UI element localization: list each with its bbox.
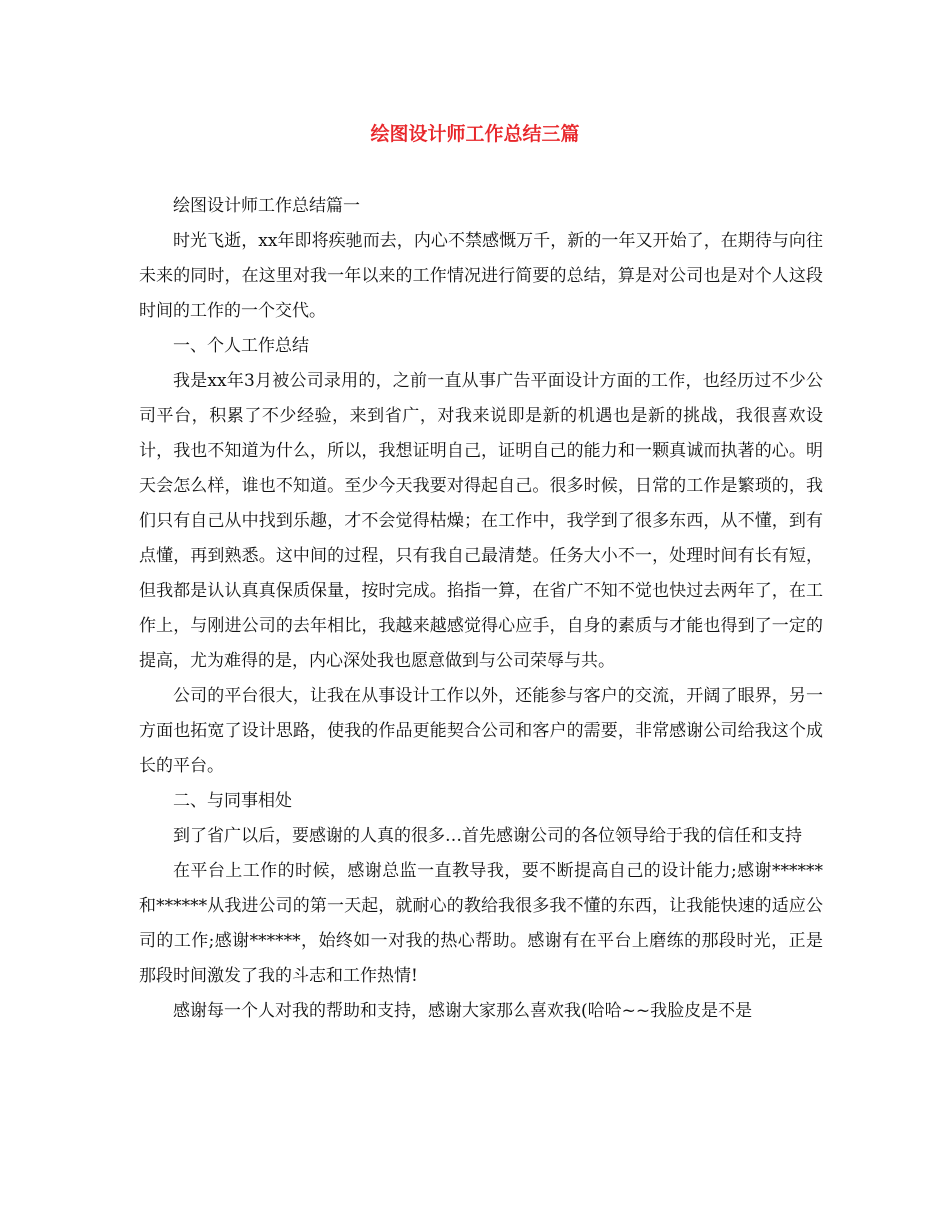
paragraph: 我是xx年3月被公司录用的，之前一直从事广告平面设计方面的工作，也经历过不少公司平台，积累了不少经验，来到省广，对我来说即是新的机遇也是新的挑战，我很喜欢设计，我也不知道为什么，所以，我想证明自己，证明自己的能力和一颗真诚而执著的心。明天会怎么样，谁也不知道。至少今天我要对得起自己。很多时候，日常的工作是繁琐的，我们只有自己从中找到乐趣，才不会觉得枯燥；在工作中，我学到了很多东西，从不懂，到有点懂，再到熟悉。这中间的过程，只有我自己最清楚。任务大小不一，处理时间有长有短，但我都是认认真真保质保量，按时完成。掐指一算，在省广不知不觉也快过去两年了，在工作上，与刚进公司的去年相比，我越来越感觉得心应手，自身的素质与才能也得到了一定的提高，尤为难得的是，内心深处我也愿意做到与公司荣辱与共。: [139, 371, 823, 671]
section-heading: 一、个人工作总结: [173, 336, 309, 356]
paragraph: 感谢每一个人对我的帮助和支持，感谢大家那么喜欢我(哈哈~~我脸皮是不是: [173, 1001, 753, 1021]
section-heading: 二、与同事相处: [173, 791, 292, 811]
paragraph: 公司的平台很大，让我在从事设计工作以外，还能参与客户的交流，开阔了眼界，另一方面也拓宽了设计思路，使我的作品更能契合公司和客户的需要，非常感谢公司给我这个成长的平台。: [139, 686, 823, 776]
document-body: [139, 189, 823, 1029]
section-heading: 绘图设计师工作总结篇一: [173, 196, 360, 216]
document-title: 绘图设计师工作总结三篇: [370, 123, 580, 145]
paragraph: 在平台上工作的时候，感谢总监一直教导我，要不断提高自己的设计能力;感谢******和******从我进公司的第一天起，就耐心的教给我很多我不懂的东西，让我能快速的适应公司的工作;感谢******，始终如一对我的热心帮助。感谢有在平台上磨练的那段时光，正是那段时间激发了我的斗志和工作热情!: [139, 861, 823, 986]
paragraph: 时光飞逝，xx年即将疾驰而去，内心不禁感慨万千，新的一年又开始了，在期待与向往未来的同时，在这里对我一年以来的工作情况进行简要的总结，算是对公司也是对个人这段时间的工作的一个交代。: [139, 231, 823, 321]
paragraph: 到了省广以后，要感谢的人真的很多…首先感谢公司的各位领导给于我的信任和支持: [173, 826, 802, 846]
